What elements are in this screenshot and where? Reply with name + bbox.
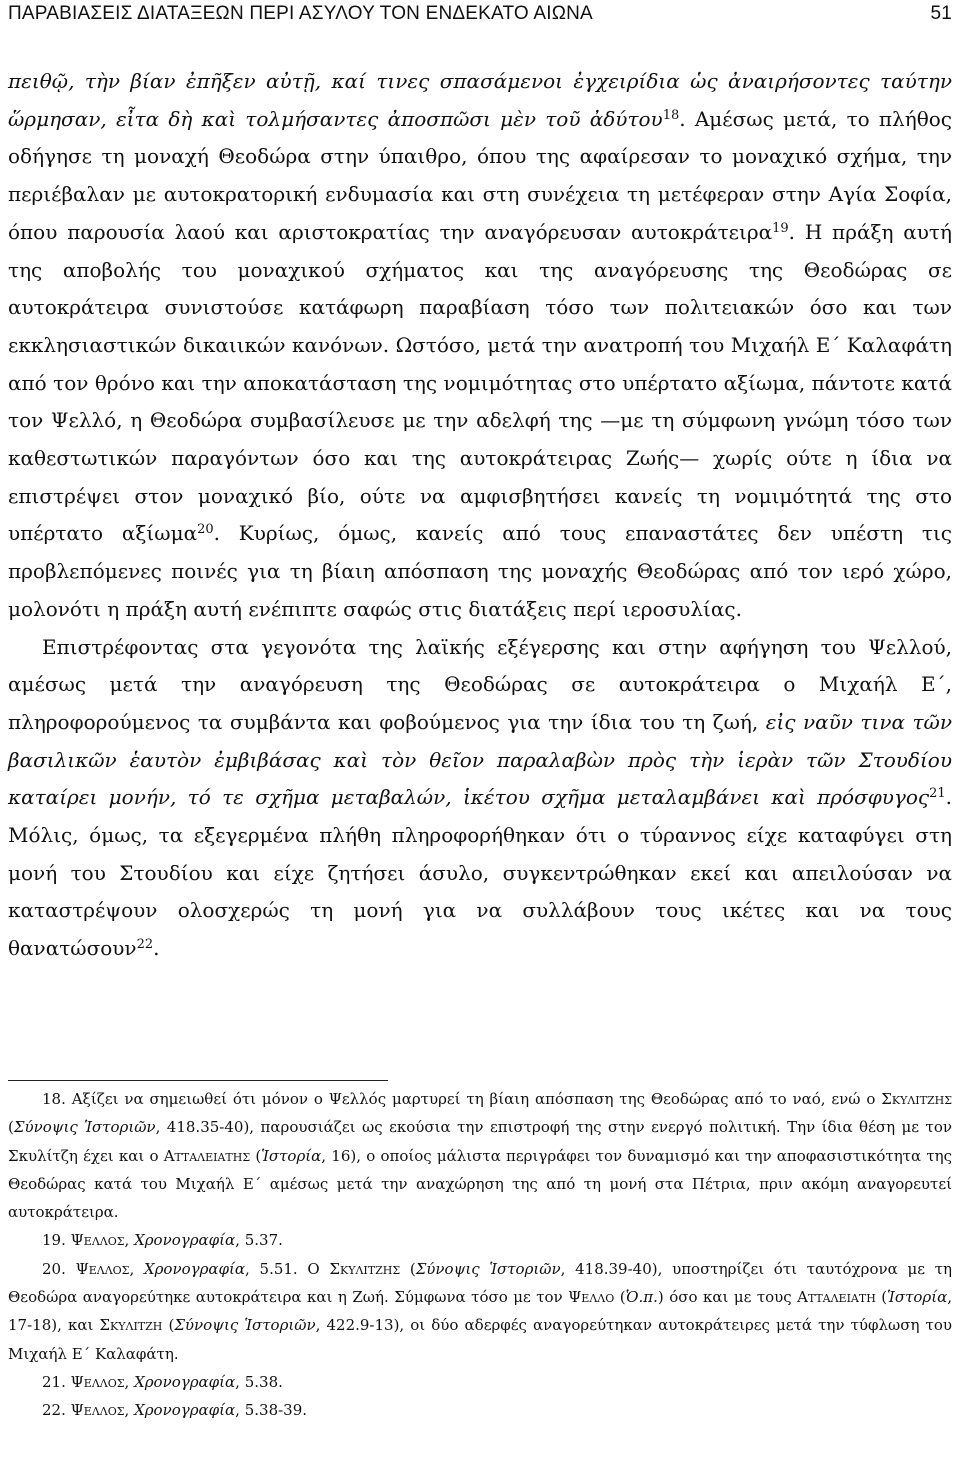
work-title: Χρονογραφία — [134, 1372, 236, 1391]
footnote-18 — [8, 1085, 952, 1226]
work-title: Ὁ.π. — [625, 1288, 658, 1307]
work-title: Χρονογραφία — [143, 1259, 246, 1278]
footnote-text: , 16), ο οποίος μάλιστα περιγράφει τον δυναμισμό και την αποφασιστικότητα της Θεοδώρας κατά του Μιχαήλ Ε΄ αμέσως μετά την αναχώρηση της από τη μονή στα Πέτρια, πριν ακόμη αναγορευτεί αυτοκράτειρα. — [8, 1146, 953, 1222]
footnote-text: ( — [8, 1118, 14, 1137]
footnote-text: ( — [400, 1259, 416, 1278]
footnote-text: , 17-18), και — [8, 1288, 953, 1335]
paragraph-1 — [8, 63, 952, 629]
footnote-ref-20[interactable]: 20 — [197, 522, 214, 538]
footnote-number: 22. — [42, 1401, 66, 1420]
footnote-number: 19. — [42, 1231, 66, 1250]
footnote-text: ( — [875, 1288, 888, 1307]
work-title: Χρονογραφία — [134, 1401, 236, 1420]
author-name: Ατταλειατη — [797, 1288, 876, 1307]
footnote-ref-22[interactable]: 22 — [136, 937, 154, 953]
greek-quotation: πειθῷ, τὴν βίαν ἐπῆξεν αὐτῇ, καί τινες σπασάμενοι ἐγχειρίδια ὡς ἀναιρήσοντες ταύτην ὥρμησαν, εἶτα δὴ καὶ τολμήσαντες ἀποσπῶσι μὲν τοῦ ἀδύτου — [8, 69, 952, 131]
work-title: Ἱστορία — [887, 1288, 948, 1307]
author-name: Σκυλιτζη — [99, 1316, 163, 1335]
footnote-19: 19. Ψελλος, Χρονογραφία, 5.37. — [42, 1231, 283, 1250]
footnote-text: ( — [614, 1288, 626, 1307]
author-name: Ψελλος — [70, 1372, 125, 1391]
footnote-21: 21. Ψελλος, Χρονογραφία, 5.38. — [42, 1372, 283, 1391]
footnote-20: 20. Ψελλος, Χρονογραφία, 5.51. Ο Σκυλιτζης (Σύνοψις Ἱστοριῶν, 418.39-40), υποστηρίζει ότι ταυτόχρονα με τη Θεοδώρα αναγορεύτηκε αυτοκράτειρα και η Ζωή. Σύμφωνα τόσο με τον Ψελλο (Ὁ.π.) όσο και με τους Ατταλειατη (Ἱστορία, 17-18), και Σκυλιτζη (Σύνοψις Ἱστοριῶν, 422.9-13), οι δύο αδερφές αναγορεύτηκαν αυτοκράτειρες μετά την τύφλωση του Μιχαήλ Ε΄ Καλαφάτη. — [8, 1259, 953, 1363]
main-text — [8, 63, 952, 968]
footnote-separator — [8, 1080, 388, 1081]
greek-quotation: εἰς ναῦν τινα τῶν βασιλικῶν ἑαυτὸν ἐμβιβάσας καὶ τὸν θεῖον παραλαβὼν πρὸς τὴν ἱερὰν τῶν Στουδίου καταίρει μονήν, τό τε σχῆμα μεταβαλών, ἱκέτου σχῆμα μεταλαμβάνει καὶ πρόσφυγος — [8, 709, 952, 810]
running-title: ΠΑΡΑΒΙΑΣΕΙΣ ΔΙΑΤΑΞΕΩΝ ΠΕΡΙ ΑΣΥΛΟΥ ΤΟΝ ΕΝΔΕΚΑΤΟ ΑΙΩΝΑ — [8, 3, 593, 24]
footnote-text: , 5.51. Ο — [245, 1259, 330, 1278]
footnote-number: 20. — [42, 1259, 66, 1278]
page-number: 51 — [930, 3, 952, 24]
work-title: Ἱστορία — [261, 1146, 322, 1165]
author-name: Ψελλος — [70, 1401, 125, 1420]
footnote-text: ( — [162, 1316, 175, 1335]
paragraph-2 — [8, 629, 952, 968]
running-header — [8, 3, 952, 25]
author-name: Ατταλειατης — [163, 1146, 251, 1165]
footnote-number: 18. — [42, 1090, 66, 1108]
work-title: Σύνοψις Ἱστοριῶν — [415, 1259, 561, 1278]
footnote-number: 21. — [42, 1372, 66, 1391]
footnote-text: ( — [250, 1146, 262, 1165]
work-title: Χρονογραφία — [134, 1231, 236, 1250]
author-name: Ψελλο — [568, 1288, 615, 1307]
paragraph-text: . Αμέσως μετά, το πλήθος οδήγησε τη μοναχή Θεοδώρα στην ύπαιθρο, όπου της αφαίρεσαν το μοναχικό σχήμα, την περιέβαλαν με αυτοκρατορική ενδυμασία και στη συνέχεια τη μετέφεραν στην Αγία Σοφία, όπου παρουσία λαού και αριστοκρατίας την αναγόρευσαν αυτοκράτειρα — [8, 106, 953, 244]
footnote-ref-21[interactable]: 21 — [929, 786, 946, 802]
paragraph-text: . — [153, 936, 160, 961]
paragraph-text: . Η πράξη αυτή της αποβολής του μοναχικού σχήματος και της αναγόρευσης της Θεοδώρας σε αυτοκράτειρα συνιστούσε κατάφωρη παραβίαση τόσο των πολιτειακών όσο και των εκκλησιαστικών δικαιικών κανόνων. Ωστόσο, μετά την ανατροπή του Μιχαήλ Ε΄ Καλαφάτη από τον θρόνο και την αποκατάσταση της νομιμότητας στο υπέρτατο αξίωμα, πάντοτε κατά τον Ψελλό, η Θεοδώρα συμβασίλευσε με την αδελφή της —με τη σύμφωνη γνώμη τόσο των καθεστωτικών παραγόντων όσο και της αυτοκράτειρας Ζωής— χωρίς ούτε η ίδια να επιστρέψει στον μοναχικό βίο, ούτε να αμφισβητήσει κανείς τη νομιμότητά της στο υπέρτατο αξίωμα — [8, 219, 952, 546]
footnote-text: , 418.35-40), παρουσιάζει ως εκούσια την επιστροφή της στην ενεργό πολιτική. Την ίδια θέση με τον Σκυλίτζη έχει και ο — [8, 1118, 952, 1165]
paragraph-text: Επιστρέφοντας στα γεγονότα της λαϊκής εξέγερσης και στην αφήγηση του Ψελλού, αμέσως μετά την αναγόρευση της Θεοδώρας σε αυτοκράτειρα ο Μιχαήλ Ε΄, πληροφορούμενος τα συμβάντα και φοβούμενος για την ίδια του τη ζωή, — [8, 634, 952, 734]
paragraph-text: . Κυρίως, όμως, κανείς από τους επαναστάτες δεν υπέστη τις προβλεπόμενες ποινές για τη βίαιη απόσπαση της μοναχής Θεοδώρας από τον ιερό χώρο, μολονότι η πράξη αυτή ενέπιπτε σαφώς στις διατάξεις περί ιεροσυλίας. — [8, 521, 953, 621]
footnote-text: , 422.9-13), οι δύο αδερφές αναγορεύτηκαν αυτοκράτειρες μετά την τύφλωση του Μιχαήλ Ε΄ Καλαφάτη. — [8, 1316, 952, 1363]
footnotes — [8, 1085, 952, 1425]
footnote-text: , 5.38. — [235, 1372, 283, 1391]
footnote-text: , 418.39-40), υποστηρίζει ότι ταυτόχρονα με τη Θεοδώρα αναγορεύτηκε αυτοκράτειρα και η Ζωή. Σύμφωνα τόσο με τον — [8, 1259, 952, 1307]
author-name: Ψελλος — [75, 1259, 130, 1278]
footnote-text: Αξίζει να σημειωθεί ότι μόνον ο Ψελλός μαρτυρεί τη βίαιη απόσπαση της Θεοδώρας από το ναό, ενώ ο — [65, 1090, 882, 1108]
author-name: Σκυλιτζης — [329, 1259, 401, 1278]
footnote-ref-19[interactable]: 19 — [772, 220, 789, 236]
author-name: Ψελλος — [70, 1231, 125, 1250]
author-name: Σκυλιτζης — [881, 1090, 952, 1108]
work-title: Σύνοψις Ἱστοριῶν — [13, 1118, 156, 1137]
footnote-text: , 5.37. — [235, 1231, 283, 1250]
footnote-22: 22. Ψελλος, Χρονογραφία, 5.38-39. — [42, 1401, 308, 1420]
footnote-text: ) όσο και με τους — [657, 1288, 798, 1307]
footnote-text: , 5.38-39. — [235, 1401, 308, 1420]
footnote-ref-18[interactable]: 18 — [662, 107, 680, 123]
work-title: Σύνοψις Ἱστοριῶν — [174, 1316, 316, 1335]
paragraph-text: . Μόλις, όμως, τα εξεγερμένα πλήθη πληροφορήθηκαν ότι ο τύραννος είχε καταφύγει στη μονή του Στουδίου και είχε ζητήσει άσυλο, συγκεντρώθηκαν εκεί και απειλούσαν να καταστρέψουν ολοσχερώς τη μονή για να συλλάβουν τους ικέτες και να τους θανατώσουν — [8, 785, 952, 961]
